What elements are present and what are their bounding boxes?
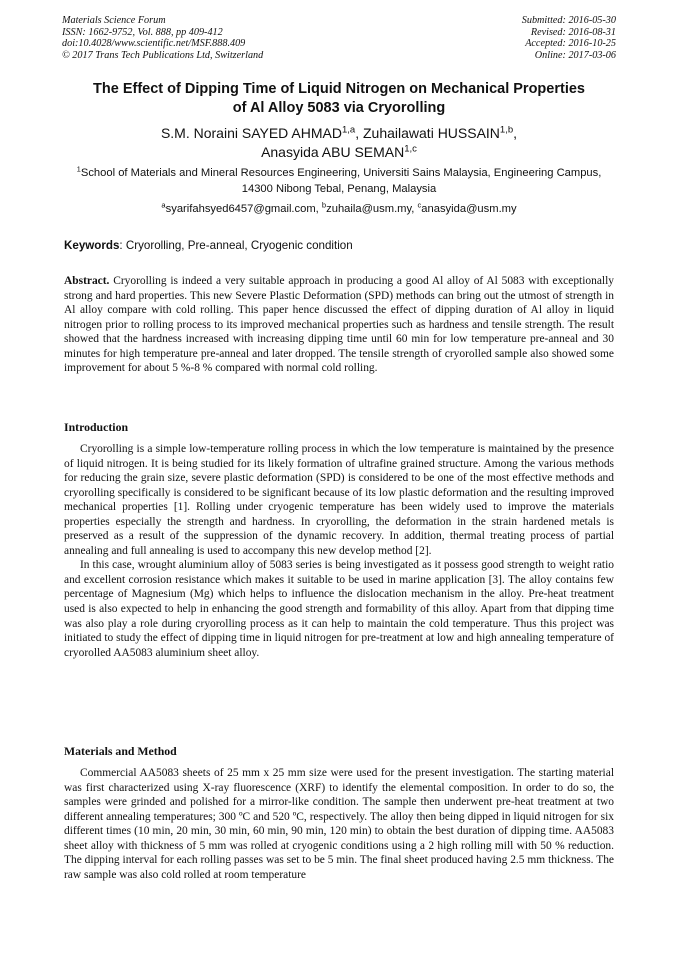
- email-b-mark: b: [321, 200, 327, 210]
- author-line-2: [40, 143, 638, 162]
- publication-dates: [522, 15, 616, 61]
- copyright-line: © 2017 Trans Tech Publications Ltd, Switzerland: [62, 49, 264, 61]
- author-2-affil-mark: 1,b: [499, 124, 514, 136]
- doi-line: doi:10.4028/www.scientific.net/MSF.888.409: [62, 38, 246, 50]
- keywords: [64, 238, 353, 253]
- methods-heading: Materials and Method: [64, 744, 177, 758]
- keywords-label: Keywords: [64, 239, 120, 252]
- issn-line: ISSN: 1662-9752, Vol. 888, pp 409-412: [62, 26, 223, 38]
- email-a-mark: a: [161, 200, 166, 210]
- introduction-section: [64, 442, 614, 660]
- journal-info: [62, 15, 263, 61]
- abstract: [64, 274, 614, 376]
- paper-title: [40, 80, 638, 118]
- author-emails: $^a$syarifahsyed6457@gmail.com, $^b$zuhaila@usm.my, $^c$anasyida@usm.my: [161, 200, 517, 215]
- email-c: anasyida@usm.my: [421, 203, 517, 215]
- introduction-paragraph-2: In this case, wrought aluminium alloy of 5083 series is being investigated as it possess good strength to weight ratio and excellent corrosion resistance which makes it suitable to be used in marine application [3]. The alloy contains few percentage of Magnesium (Mg) which helps to influence the dislocation mechanism in the alloy. Pre-heat treatment used is also expected to help in enhancing the good strength and formability of this alloy. Apart from that dipping time was also play a role during cryorolling process as it can help to maintain the cold temperature. Thus this project was initiated to study the effect of dipping time in liquid nitrogen for pre-treatment at low and high annealing temperature of cryorolled AA5083 aluminium sheet alloy.: [64, 559, 614, 659]
- author-3-affil-mark: 1,c: [404, 143, 417, 155]
- email-a: syarifahsyed6457@gmail.com: [165, 203, 316, 215]
- email-b: zuhaila@usm.my: [326, 203, 412, 215]
- affiliation: [60, 166, 618, 197]
- author-1-affil-mark: 1,a: [341, 124, 356, 136]
- accepted-date: Accepted: 2016-10-25: [525, 38, 616, 50]
- introduction-paragraph-1: Cryorolling is a simple low-temperature rolling process in which the low temperature is maintained by the presence of liquid nitrogen. It is being studied for its likely formation of ultrafine grained structure. Among the various methods for reducing the grain size, severe plastic deformation (SPD) is considered to be one of the most effective methods and cryorolling specifically is considered to be significant because of its low plastic deformation and the resulting improved mechanical properties [1]. Rolling under cryogenic temperature has been widely used to improve the materials properties especially the strength and hardness. In cryorolling, the deformation in the strain hardened metals is preserved as a result of the suppression of the dynamic recovery. In addition, thermal treating process of partial annealing and full annealing is used to accompany this new develop method [2].: [64, 443, 614, 557]
- methods-section: [64, 766, 614, 882]
- submitted-date: Submitted: 2016-05-30: [521, 15, 616, 26]
- author-line-1: S.M. Noraini SAYED AHMAD$^{1,a}$, Zuhailawati HUSSAIN$^{1,b}$,: [160, 124, 518, 141]
- affiliation-mark: 1: [76, 164, 81, 174]
- online-date: Online: 2017-03-06: [534, 49, 616, 61]
- affiliation-text: School of Materials and Mineral Resources Engineering, Universiti Sains Malaysia, Engineering Campus, 14300 Nibong Tebal, Penang, Malaysia: [80, 167, 602, 195]
- email-c-mark: c: [417, 200, 422, 210]
- author-3: Anasyida ABU SEMAN: [261, 144, 405, 160]
- journal-name: Materials Science Forum: [62, 15, 166, 26]
- abstract-text: Cryorolling is indeed a very suitable approach in producing a good Al alloy of Al 5083 with exceptionally strong and hard properties. This new Severe Plastic Deformation (SPD) methods can bring out the utmost of strength in Al alloy compare with cold rolling. This paper hence discussed the effect of dipping duration of Al alloy in liquid nitrogen prior to rolling process to its improved mechanical properties such as hardness and tensile strength. The result showed that the hardness increased with increasing dipping time until 60 min for low temperature pre-anneal and 30 minutes for high temperature pre-anneal and later dropped. The tensile strength of cryorolled sample also showed some improvement for about 5 %-8 % compared with normal cold rolling.: [64, 275, 614, 375]
- abstract-label: Abstract.: [64, 275, 110, 287]
- author-2: Zuhailawati HUSSAIN: [362, 125, 500, 141]
- revised-date: Revised: 2016-08-31: [530, 26, 616, 38]
- author-list: [40, 124, 638, 162]
- keywords-text: : Cryorolling, Pre-anneal, Cryogenic condition: [119, 239, 353, 252]
- title-line-1: The Effect of Dipping Time of Liquid Nitrogen on Mechanical Properties: [93, 81, 585, 97]
- title-line-2: of Al Alloy 5083 via Cryorolling: [232, 100, 446, 116]
- introduction-heading: Introduction: [64, 420, 129, 434]
- abstract-paragraph: [64, 274, 614, 376]
- methods-paragraph-1: Commercial AA5083 sheets of 25 mm x 25 mm size were used for the present investigation. The starting material was first characterized using X-ray fluorescence (XRF) to identify the elemental composition. In order to do so, the samples were grinded and polished for a mirror-like condition. The sample then underwent pre-heat treatment at two different annealing temperatures; 300 ºC and 520 ºC, respectively. The alloy then being dipped in liquid nitrogen for six different times (10 min, 20 min, 30 min, 60 min, 90 min, 120 min) to obtain the best duration of dipping time. AA5083 sheet alloy with thickness of 5 mm was rolled at cryogenic conditions using a 2 high rolling mill with 50 % reduction. The dipping interval for each rolling passes was set to be 5 min. The final sheet produced having 2.5 mm thickness. The raw sample was also cold rolled at room temperature: [64, 767, 614, 881]
- author-1: S.M. Noraini SAYED AHMAD: [160, 125, 342, 141]
